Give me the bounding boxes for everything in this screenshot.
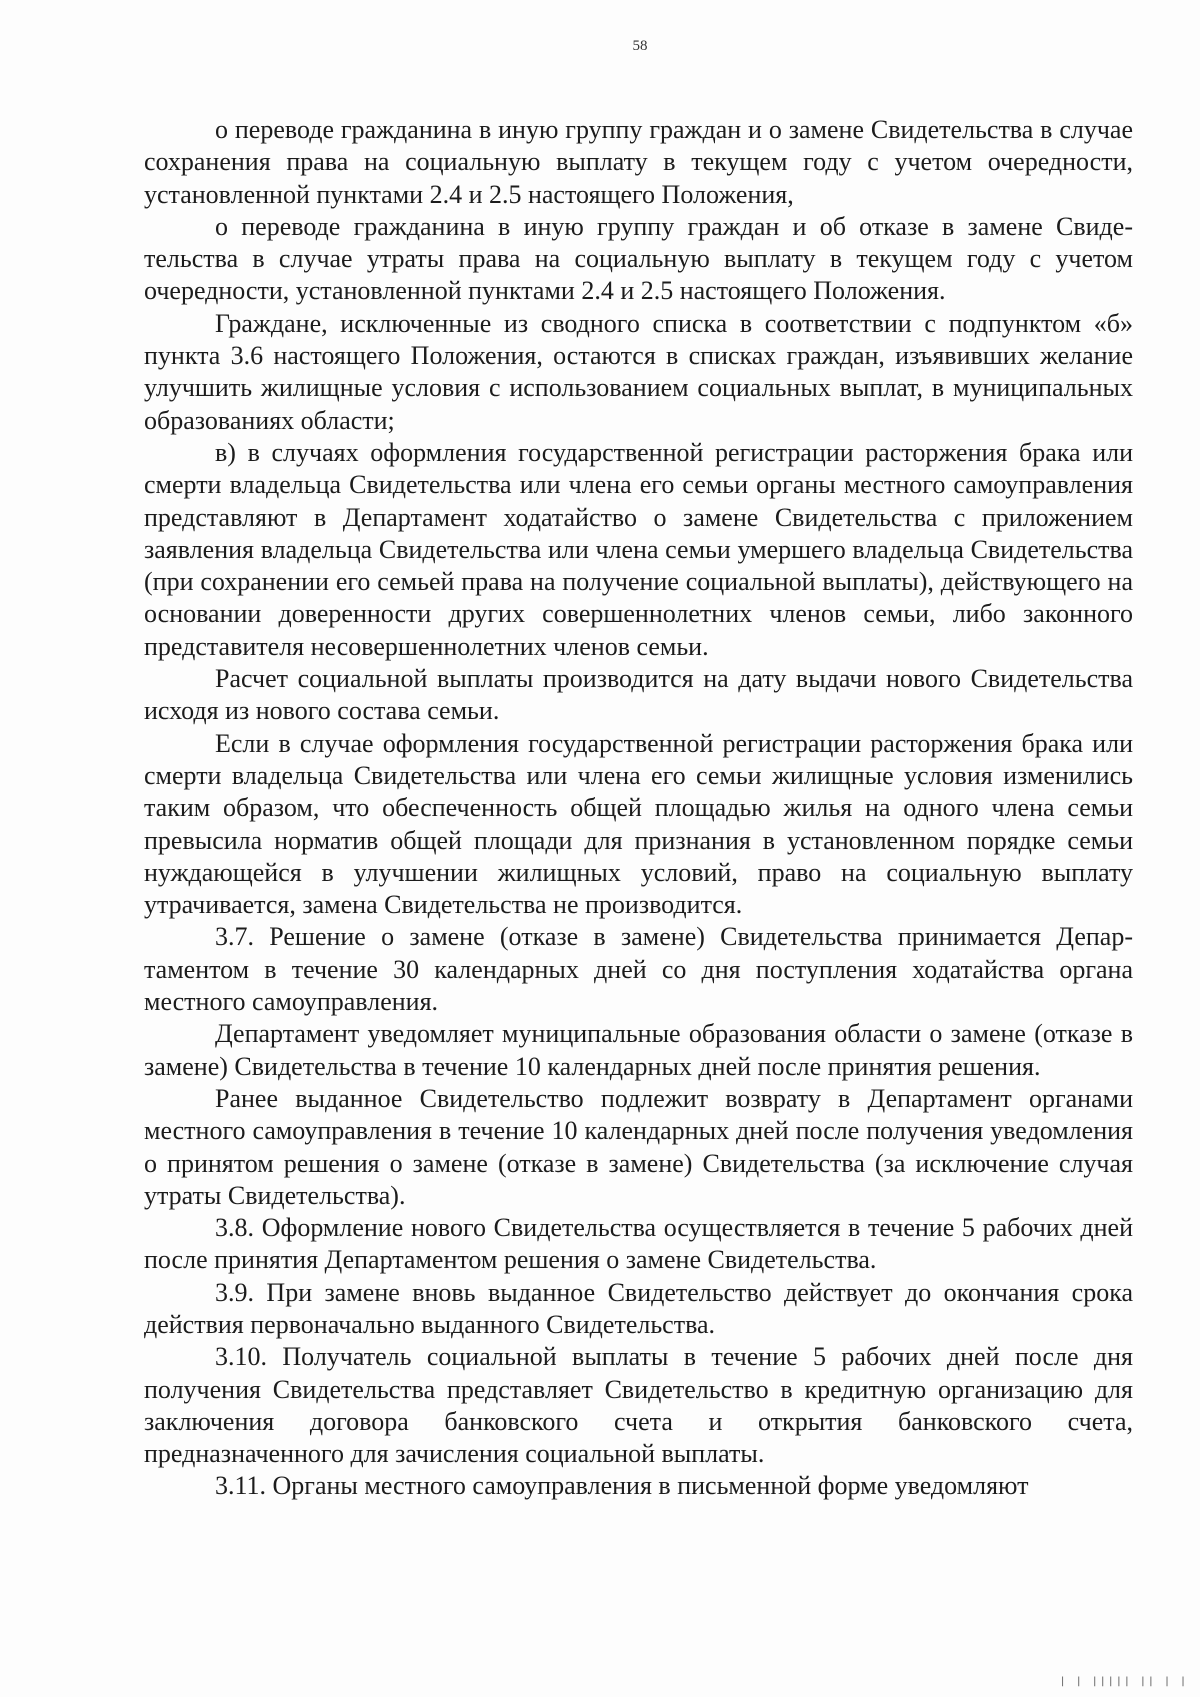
page-number: 58 (632, 38, 648, 54)
paragraph: 3.11. Органы местного самоуправления в письменной форме уведомляют (215, 1471, 1029, 1501)
scan-artifact-marks: | | ||||| || | | (1059, 1676, 1188, 1687)
paragraph: о переводе гражданина в иную группу граждан и об отказе в замене Свидетельства в случае утраты права на социальную выплату в текущем году с учетом очередности, установленной пунктами 2.4 и 2.5 настоящего Положения. (144, 211, 1133, 306)
document-body (144, 114, 1133, 1503)
paragraph: 3.7. Решение о замене (отказе в замене) Свидетельства принимается Департаментом в течение 30 календарных дней со дня поступления ходатайства органа местного самоуправления. (144, 922, 1133, 1017)
paragraph: Граждане, исключенные из сводного списка в соответствии с подпунктом «б» пункта 3.6 настоящего Положения, остаются в списках граждан, изъявивших желание улучшить жилищные условия с использованием социальных выплат, в муниципальных образованиях области; (144, 308, 1133, 435)
paragraph: Департамент уведомляет муниципальные образования области о замене (отказе в замене) Свидетельства в течение 10 календарных дней после принятия решения. (144, 1019, 1133, 1081)
paragraph: 3.9. При замене вновь выданное Свидетельство действует до окончания срока действия первоначально выданного Свидетельства. (144, 1277, 1133, 1339)
paragraph: Ранее выданное Свидетельство подлежит возврату в Департамент органами местного самоуправления в течение 10 календарных дней после получения уведомления о принятом решения о замене (отказе в замене) Свидетельства (за исключение случая утраты Свидетельства). (144, 1083, 1133, 1210)
paragraph: в) в случаях оформления государственной регистрации расторжения брака или смерти владельца Свидетельства или члена его семьи органы местного самоуправления представляют в Департамент ходатайство о замене Свидетельства с приложением заявления владельца Свидетельства или члена семьи умершего владельца Свидетельства (при сохранении его семьей права на получение социальной выплаты), действующего на основании доверенности других совершеннолетних членов семьи, либо законного представителя несовершеннолетних членов семьи. (144, 437, 1133, 661)
paragraph: 3.8. Оформление нового Свидетельства осуществляется в течение 5 рабочих дней после принятия Департаментом решения о замене Свидетельства. (144, 1213, 1133, 1275)
paragraph: Если в случае оформления государственной регистрации расторжения брака или смерти владельца Свидетельства или члена его семьи жилищные условия изменились таким образом, что обеспеченность общей площадью жилья на одного члена семьи превысила норматив общей площади для признания в установленном порядке семьи нуждающейся в улучшении жилищных условий, право на социальную выплату утрачивается, замена Свидетельства не производится. (144, 728, 1133, 920)
paragraph: 3.10. Получатель социальной выплаты в течение 5 рабочих дней после дня получения Свидетельства представляет Свидетельство в кредитную организацию для заключения договора банковского счета и открытия банковского счета, предназначенного для зачисления социальной выплаты. (144, 1342, 1133, 1469)
paragraph: Расчет социальной выплаты производится на дату выдачи нового Свидетельства исходя из нового состава семьи. (144, 664, 1133, 726)
paragraph: о переводе гражданина в иную группу граждан и о замене Свидетельства в случае сохранения права на социальную выплату в текущем году с учетом очередности, установленной пунктами 2.4 и 2.5 настоящего Положения, (144, 115, 1133, 209)
